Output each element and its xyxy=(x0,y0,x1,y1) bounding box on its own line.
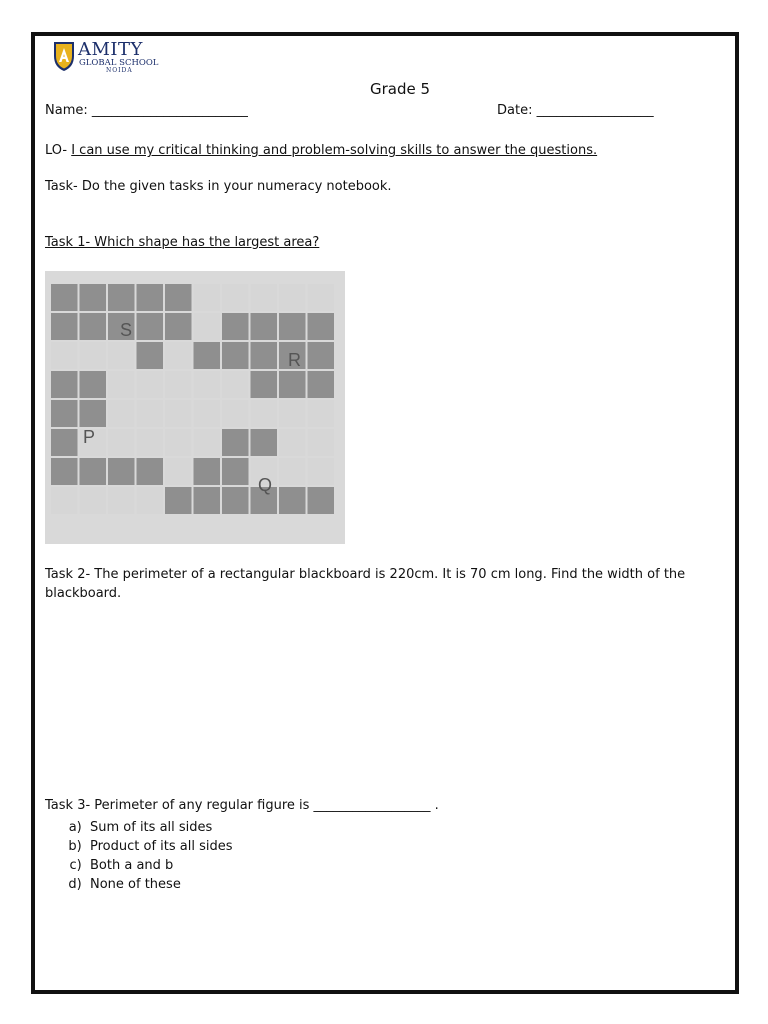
task3-question: Task 3- Perimeter of any regular figure is __________________ . xyxy=(45,798,439,813)
grid-square xyxy=(137,487,164,514)
grid-square xyxy=(251,429,278,456)
grid-square xyxy=(279,487,306,514)
grid-square xyxy=(137,400,164,427)
grid-square xyxy=(51,371,78,398)
grid-square xyxy=(165,429,192,456)
grid-square xyxy=(165,284,192,311)
logo-subtitle: GLOBAL SCHOOL xyxy=(79,58,159,68)
grid-square xyxy=(165,313,192,340)
grid-square xyxy=(279,429,306,456)
grid-square xyxy=(108,342,135,369)
grid-square xyxy=(137,313,164,340)
grid-square xyxy=(165,342,192,369)
grid-square xyxy=(108,458,135,485)
grid-square xyxy=(80,313,107,340)
grid-square xyxy=(194,429,221,456)
task-intro: Task- Do the given tasks in your numeracy notebook. xyxy=(45,179,392,194)
grid-square xyxy=(108,487,135,514)
grid-square xyxy=(51,313,78,340)
grid-square xyxy=(222,342,249,369)
grid-square xyxy=(137,342,164,369)
lo-text: I can use my critical thinking and problem-solving skills to answer the questions. xyxy=(71,143,598,158)
lo-prefix: LO- xyxy=(45,143,68,158)
grid-square xyxy=(51,342,78,369)
area-grid-image xyxy=(45,271,345,544)
task2-line1: Task 2- The perimeter of a rectangular blackboard is 220cm. It is 70 cm long. Find the width of the xyxy=(45,567,686,582)
grid-square xyxy=(194,371,221,398)
grid-square xyxy=(165,400,192,427)
page-title: Grade 5 xyxy=(370,80,431,98)
grid-square xyxy=(80,342,107,369)
grid-letter-r: R xyxy=(288,350,301,370)
name-field: Name: ________________________ xyxy=(45,103,248,118)
grid-square xyxy=(251,313,278,340)
grid-square xyxy=(51,400,78,427)
grid-square xyxy=(222,487,249,514)
grid-square xyxy=(165,487,192,514)
grid-square xyxy=(279,371,306,398)
grid-square xyxy=(251,342,278,369)
grid-letter-q: Q xyxy=(258,475,273,495)
grid-square xyxy=(251,371,278,398)
grid-square xyxy=(108,400,135,427)
grid-square xyxy=(51,487,78,514)
grid-square xyxy=(308,371,335,398)
grid-square xyxy=(137,429,164,456)
grid-square xyxy=(222,400,249,427)
grid-square xyxy=(137,458,164,485)
option-c: c. Both a and b xyxy=(90,856,233,875)
grid-square xyxy=(80,458,107,485)
grid-letter-p: P xyxy=(83,427,96,447)
logo-location: NOIDA xyxy=(106,67,133,74)
grid-square xyxy=(308,458,335,485)
grid-square xyxy=(137,371,164,398)
area-grid xyxy=(45,271,345,544)
grid-square xyxy=(222,458,249,485)
grid-square xyxy=(251,284,278,311)
option-b: b. Product of its all sides xyxy=(90,837,233,856)
grid-square xyxy=(308,487,335,514)
task2-line2: blackboard. xyxy=(45,586,122,601)
grid-square xyxy=(194,342,221,369)
grid-square xyxy=(279,458,306,485)
grid-square xyxy=(222,429,249,456)
grid-square xyxy=(194,487,221,514)
grid-square xyxy=(165,371,192,398)
grid-square xyxy=(222,284,249,311)
option-d: d. None of these xyxy=(90,875,233,894)
grid-square xyxy=(279,284,306,311)
grid-square xyxy=(108,429,135,456)
grid-square xyxy=(222,371,249,398)
grid-square xyxy=(51,429,78,456)
grid-square xyxy=(194,400,221,427)
grid-square xyxy=(80,284,107,311)
grid-square xyxy=(51,458,78,485)
grid-square xyxy=(80,371,107,398)
grid-square xyxy=(194,284,221,311)
grid-square xyxy=(251,400,278,427)
grid-square xyxy=(308,400,335,427)
grid-square xyxy=(308,342,335,369)
date-field: Date: __________________ xyxy=(497,103,654,118)
learning-objective xyxy=(45,143,597,158)
grid-square xyxy=(80,487,107,514)
grid-square xyxy=(194,458,221,485)
grid-letter-s: S xyxy=(120,320,133,340)
grid-square xyxy=(194,313,221,340)
shield-icon xyxy=(52,40,76,72)
grid-square xyxy=(108,371,135,398)
grid-square xyxy=(108,284,135,311)
task1-heading: Task 1- Which shape has the largest area? xyxy=(45,235,320,250)
grid-square xyxy=(80,400,107,427)
logo-text: AMITY xyxy=(78,39,143,60)
task3-options xyxy=(48,818,233,894)
grid-square xyxy=(308,429,335,456)
grid-square xyxy=(51,284,78,311)
grid-square xyxy=(308,284,335,311)
school-logo xyxy=(52,40,162,76)
grid-square xyxy=(165,458,192,485)
grid-square xyxy=(279,400,306,427)
grid-square xyxy=(222,313,249,340)
grid-square xyxy=(279,313,306,340)
grid-square xyxy=(137,284,164,311)
grid-square xyxy=(308,313,335,340)
option-a: a. Sum of its all sides xyxy=(90,818,233,837)
